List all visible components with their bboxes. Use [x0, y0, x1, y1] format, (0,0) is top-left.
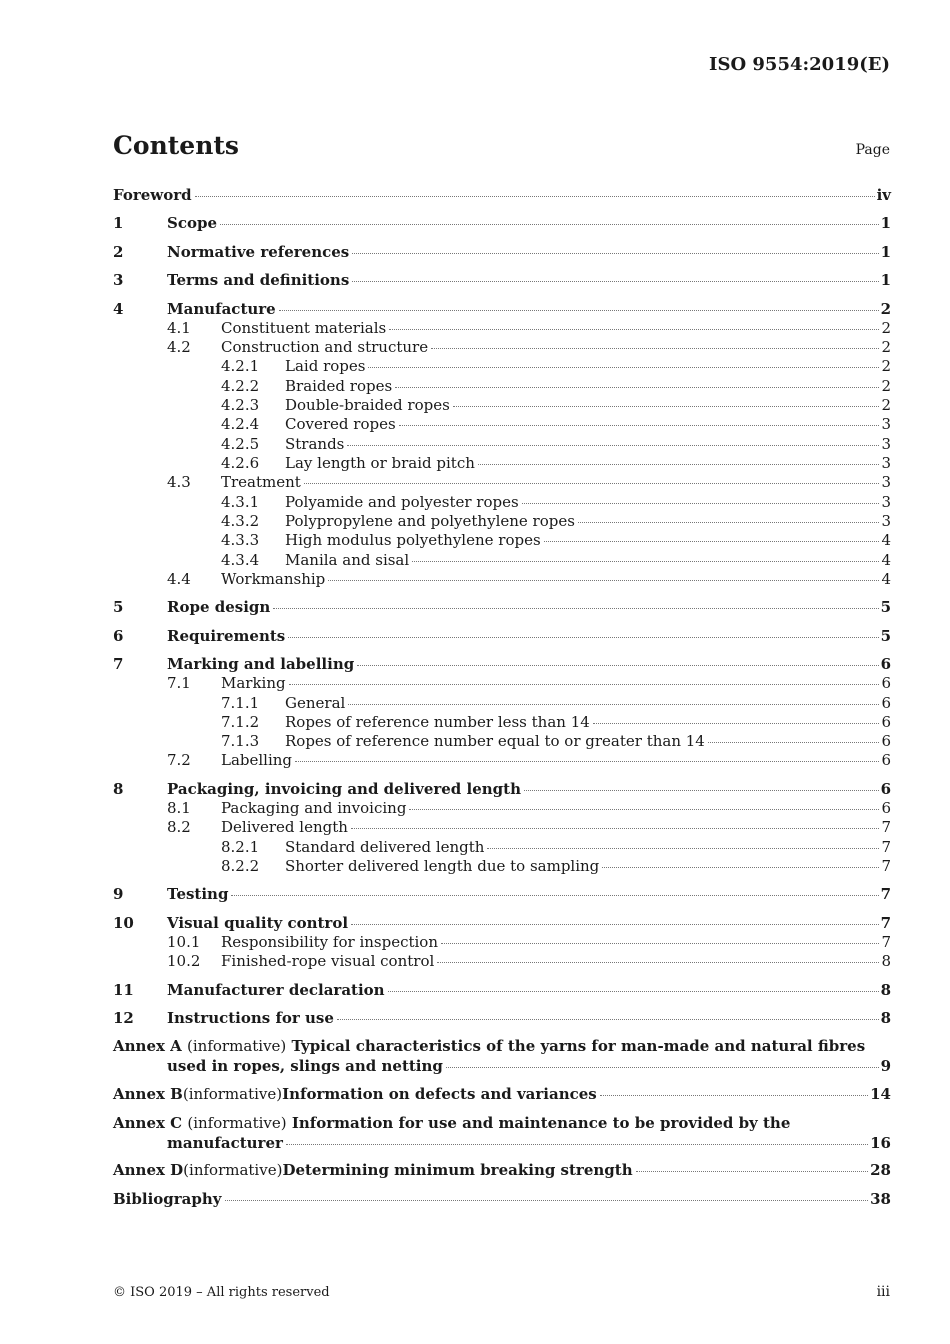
toc-entry-page: 6	[880, 780, 891, 798]
toc-entry-number: 12	[113, 1009, 134, 1027]
toc-entry[interactable]	[113, 415, 891, 433]
toc-entry-title: Strands	[285, 435, 345, 453]
toc-entry[interactable]	[113, 531, 891, 549]
toc-entry-page: 5	[880, 627, 891, 645]
annex-informative-label: (informative)	[187, 1037, 287, 1055]
toc-entry-title: Marking and labelling	[167, 655, 355, 673]
toc-entry-title: Treatment	[221, 473, 301, 491]
toc-entry-page: 9	[880, 1057, 891, 1075]
toc-entry[interactable]	[113, 338, 891, 356]
toc-entry-page: 6	[881, 799, 891, 817]
annex-prefix: Annex A	[113, 1037, 182, 1055]
toc-entry-title-continued: used in ropes, slings and netting	[167, 1057, 443, 1075]
dot-leader	[708, 741, 880, 743]
toc-entry-number: 5	[113, 598, 124, 616]
dot-leader	[593, 722, 880, 724]
dot-leader	[231, 894, 878, 896]
dot-leader	[295, 760, 879, 762]
toc-entry[interactable]	[113, 319, 891, 337]
dot-leader	[286, 1143, 868, 1145]
toc-entry-title: Determining minimum breaking strength	[282, 1161, 633, 1179]
dot-leader	[304, 482, 880, 484]
toc-entry-page: 3	[881, 512, 891, 530]
toc-entry[interactable]	[113, 818, 891, 836]
dot-leader	[453, 405, 880, 407]
toc-entry[interactable]	[113, 1085, 891, 1103]
toc-entry-page: 6	[881, 751, 891, 769]
toc-entry-number: 10	[113, 914, 134, 932]
toc-entry[interactable]	[113, 1009, 891, 1027]
toc-entry-page: 7	[881, 818, 891, 836]
toc-entry-page: 2	[881, 357, 891, 375]
toc-entry-number: 8.2.1	[221, 838, 260, 856]
toc-entry-number: 4.2.2	[221, 377, 260, 395]
dot-leader	[351, 923, 879, 925]
toc-entry-title: Finished-rope visual control	[221, 952, 435, 970]
dot-leader	[328, 579, 879, 581]
toc-entry[interactable]	[113, 627, 891, 645]
toc-entry-page: 7	[880, 914, 891, 932]
toc-entry-title: Normative references	[167, 243, 350, 261]
dot-leader	[352, 280, 878, 282]
toc-entry-number: 3	[113, 271, 124, 289]
toc-entry-number: 4.2.4	[221, 415, 260, 433]
toc-entry-title: Construction and structure	[221, 338, 429, 356]
toc-entry-number: 11	[113, 981, 134, 999]
toc-entry-number: 4.2.3	[221, 396, 260, 414]
toc-entry-page: 2	[881, 319, 891, 337]
dot-leader	[289, 683, 880, 685]
dot-leader	[412, 560, 879, 562]
dot-leader	[273, 607, 878, 609]
toc-entry-title: Double-braided ropes	[285, 396, 450, 414]
toc-entry-page: 4	[881, 551, 891, 569]
toc-entry-title: Constituent materials	[221, 319, 387, 337]
toc-entry[interactable]	[113, 396, 891, 414]
toc-entry-number: 4.4	[167, 570, 191, 588]
toc-entry-title: Typical characteristics of the yarns for man-made and natural fibres	[291, 1037, 866, 1055]
toc-entry[interactable]	[113, 214, 891, 232]
page-column-label: Page	[855, 142, 890, 158]
dot-leader	[437, 961, 879, 963]
toc-entry-page: 2	[880, 300, 891, 318]
toc-entry[interactable]	[113, 713, 891, 731]
toc-entry-page: 6	[881, 694, 891, 712]
toc-entry-page: 3	[881, 473, 891, 491]
dot-leader	[524, 789, 879, 791]
annex-informative-label: (informative)	[187, 1114, 287, 1132]
toc-entry-page: 4	[881, 531, 891, 549]
toc-entry-page: 6	[880, 655, 891, 673]
toc-entry-number: 7.1.1	[221, 694, 260, 712]
toc-entry-number: 9	[113, 885, 124, 903]
toc-entry[interactable]	[113, 857, 891, 875]
dot-leader	[522, 502, 880, 504]
toc-entry-page: 5	[880, 598, 891, 616]
toc-entry[interactable]	[113, 551, 891, 569]
toc-entry-page: 1	[880, 243, 891, 261]
dot-leader	[399, 424, 880, 426]
toc-entry-number: 7	[113, 655, 124, 673]
toc-entry[interactable]	[113, 598, 891, 616]
toc-entry-number: 2	[113, 243, 124, 261]
toc-entry-title: Marking	[221, 674, 286, 692]
toc-entry-title: Labelling	[221, 751, 293, 769]
toc-entry-title: Ropes of reference number equal to or greater than 14	[285, 732, 705, 750]
dot-leader	[352, 252, 878, 254]
toc-entry[interactable]	[113, 570, 891, 588]
toc-entry-title: Instructions for use	[167, 1009, 334, 1027]
toc-entry[interactable]	[113, 674, 891, 692]
toc-entry-page: 3	[881, 493, 891, 511]
toc-entry-page: 7	[881, 933, 891, 951]
toc-entry-title: Information for use and maintenance to be provided by the	[291, 1114, 791, 1132]
toc-entry-number: 6	[113, 627, 124, 645]
toc-entry-title: Polypropylene and polyethylene ropes	[285, 512, 575, 530]
document-id: ISO 9554:2019(E)	[709, 54, 890, 75]
dot-leader	[195, 195, 875, 197]
toc-entry[interactable]	[113, 732, 891, 750]
dot-leader	[600, 1094, 868, 1096]
footer-page-number: iii	[876, 1284, 890, 1300]
toc-entry-title: Covered ropes	[285, 415, 396, 433]
toc-entry-page: 3	[881, 435, 891, 453]
dot-leader	[395, 386, 879, 388]
toc-entry-page: 1	[880, 214, 891, 232]
toc-entry-page: 1	[880, 271, 891, 289]
dot-leader	[636, 1170, 869, 1172]
dot-leader	[431, 347, 879, 349]
dot-leader	[357, 664, 878, 666]
dot-leader	[389, 328, 879, 330]
dot-leader	[441, 942, 879, 944]
dot-leader	[348, 703, 879, 705]
toc-entry-page: 8	[880, 981, 891, 999]
toc-entry-number: 8.1	[167, 799, 191, 817]
toc-entry-title: Laid ropes	[285, 357, 366, 375]
toc-entry-title: Information on defects and variances	[282, 1085, 597, 1103]
toc-entry-page: 7	[881, 838, 891, 856]
toc-entry[interactable]	[113, 512, 891, 530]
toc-entry-title: Packaging and invoicing	[221, 799, 407, 817]
toc-entry-title: General	[285, 694, 346, 712]
dot-leader	[225, 1199, 869, 1201]
toc-entry-number: 4.3.2	[221, 512, 260, 530]
toc-entry-number: 4.2.5	[221, 435, 260, 453]
toc-entry[interactable]	[113, 454, 891, 472]
toc-entry-page: 2	[881, 377, 891, 395]
toc-entry-page: 8	[881, 952, 891, 970]
toc-entry-number: 4.3.4	[221, 551, 260, 569]
annex-prefix: Annex C	[113, 1114, 183, 1132]
dot-leader	[602, 866, 879, 868]
toc-entry-number: 4.2.1	[221, 357, 260, 375]
annex-informative-label: (informative)	[182, 1085, 283, 1103]
toc-entry-page: 7	[880, 885, 891, 903]
dot-leader	[337, 1018, 879, 1020]
toc-entry-number: 4.2.6	[221, 454, 260, 472]
toc-entry-number: 7.1.2	[221, 713, 260, 731]
toc-entry-page: 28	[870, 1161, 891, 1179]
toc-entry-title: Workmanship	[221, 570, 326, 588]
toc-entry-page: 6	[881, 713, 891, 731]
toc-entry-number: 7.1.3	[221, 732, 260, 750]
dot-leader	[288, 636, 878, 638]
toc-entry[interactable]	[113, 357, 891, 375]
toc-entry-page: 6	[881, 732, 891, 750]
toc-entry-number: 7.2	[167, 751, 191, 769]
toc-entry-title: Manufacture	[167, 300, 276, 318]
toc-entry-title: Manila and sisal	[285, 551, 410, 569]
toc-entry-page: 6	[881, 674, 891, 692]
dot-leader	[544, 540, 880, 542]
contents-heading: Contents	[113, 131, 240, 160]
toc-entry-title: Polyamide and polyester ropes	[285, 493, 519, 511]
toc-entry-title: Shorter delivered length due to sampling	[285, 857, 600, 875]
toc-entry-title: Lay length or braid pitch	[285, 454, 475, 472]
toc-entry-page: 7	[881, 857, 891, 875]
toc-entry-page: 14	[870, 1085, 891, 1103]
footer-copyright: © ISO 2019 – All rights reserved	[113, 1285, 330, 1300]
toc-entry-page: 8	[880, 1009, 891, 1027]
toc-entry[interactable]	[113, 493, 891, 511]
toc-entry-page: 3	[881, 415, 891, 433]
annex-prefix: Annex B	[113, 1085, 183, 1103]
toc-entry-page: iv	[876, 186, 891, 204]
toc-entry-number: 4.1	[167, 319, 191, 337]
toc-entry-title: Rope design	[167, 598, 271, 616]
toc-entry-title: Visual quality control	[167, 914, 349, 932]
toc-entry-title: Bibliography	[113, 1190, 222, 1208]
annex-prefix: Annex D	[113, 1161, 184, 1179]
dot-leader	[351, 827, 880, 829]
toc-entry[interactable]	[113, 933, 891, 951]
toc-entry-number: 8	[113, 780, 124, 798]
toc-entry-title: Delivered length	[221, 818, 348, 836]
toc-entry-title: Responsibility for inspection	[221, 933, 438, 951]
toc-entry-number: 10.1	[167, 933, 201, 951]
toc-entry-number: 10.2	[167, 952, 201, 970]
toc-entry-page: 16	[870, 1134, 891, 1152]
dot-leader	[347, 444, 879, 446]
toc-entry-title: Scope	[167, 214, 218, 232]
toc-entry-number: 4	[113, 300, 124, 318]
toc-entry-page: 4	[881, 570, 891, 588]
toc-entry-title: Ropes of reference number less than 14	[285, 713, 590, 731]
dot-leader	[446, 1066, 879, 1068]
toc-entry-title: Standard delivered length	[285, 838, 485, 856]
toc-entry-number: 4.3.1	[221, 493, 260, 511]
toc-entry-page: 38	[870, 1190, 891, 1208]
dot-leader	[368, 366, 879, 368]
toc-entry[interactable]	[113, 1190, 891, 1208]
toc-entry[interactable]	[113, 885, 891, 903]
toc-entry-number: 1	[113, 214, 124, 232]
toc-entry[interactable]	[113, 1037, 891, 1075]
toc-entry-page: 2	[881, 338, 891, 356]
toc-entry[interactable]	[113, 186, 891, 204]
annex-informative-label: (informative)	[183, 1161, 283, 1179]
toc-entry-number: 7.1	[167, 674, 191, 692]
toc-entry[interactable]	[113, 981, 891, 999]
toc-entry-number: 4.2	[167, 338, 191, 356]
toc-entry[interactable]	[113, 799, 891, 817]
dot-leader	[409, 808, 879, 810]
dot-leader	[279, 309, 879, 311]
toc-entry[interactable]	[113, 914, 891, 932]
toc-entry-number: 4.3	[167, 473, 191, 491]
toc-entry-title-continued: manufacturer	[167, 1134, 283, 1152]
dot-leader	[478, 463, 880, 465]
toc-entry[interactable]	[113, 377, 891, 395]
toc-entry[interactable]	[113, 1114, 891, 1152]
toc-entry-page: 2	[881, 396, 891, 414]
toc-entry[interactable]	[113, 952, 891, 970]
toc-entry[interactable]	[113, 655, 891, 673]
dot-leader	[220, 223, 879, 225]
toc-entry-number: 8.2	[167, 818, 191, 836]
dot-leader	[388, 990, 879, 992]
toc-entry-title: Foreword	[113, 186, 192, 204]
toc-entry[interactable]	[113, 751, 891, 769]
toc-entry-title: High modulus polyethylene ropes	[285, 531, 541, 549]
toc-entry[interactable]	[113, 838, 891, 856]
toc-entry-title: Manufacturer declaration	[167, 981, 385, 999]
dot-leader	[578, 521, 880, 523]
toc-entry[interactable]	[113, 1161, 891, 1179]
toc-entry-title: Braided ropes	[285, 377, 393, 395]
toc-entry-title: Requirements	[167, 627, 286, 645]
toc-entry-page: 3	[881, 454, 891, 472]
toc-entry-title: Packaging, invoicing and delivered length	[167, 780, 521, 798]
toc-entry-title: Testing	[167, 885, 229, 903]
toc-entry[interactable]	[113, 694, 891, 712]
toc-entry[interactable]	[113, 780, 891, 798]
toc-entry[interactable]	[113, 300, 891, 318]
dot-leader	[487, 847, 879, 849]
toc-entry-number: 8.2.2	[221, 857, 260, 875]
toc-entry[interactable]	[113, 473, 891, 491]
toc-entry[interactable]	[113, 271, 891, 289]
toc-entry[interactable]	[113, 243, 891, 261]
toc-entry-title: Terms and definitions	[167, 271, 350, 289]
toc-entry[interactable]	[113, 435, 891, 453]
toc-entry-number: 4.3.3	[221, 531, 260, 549]
